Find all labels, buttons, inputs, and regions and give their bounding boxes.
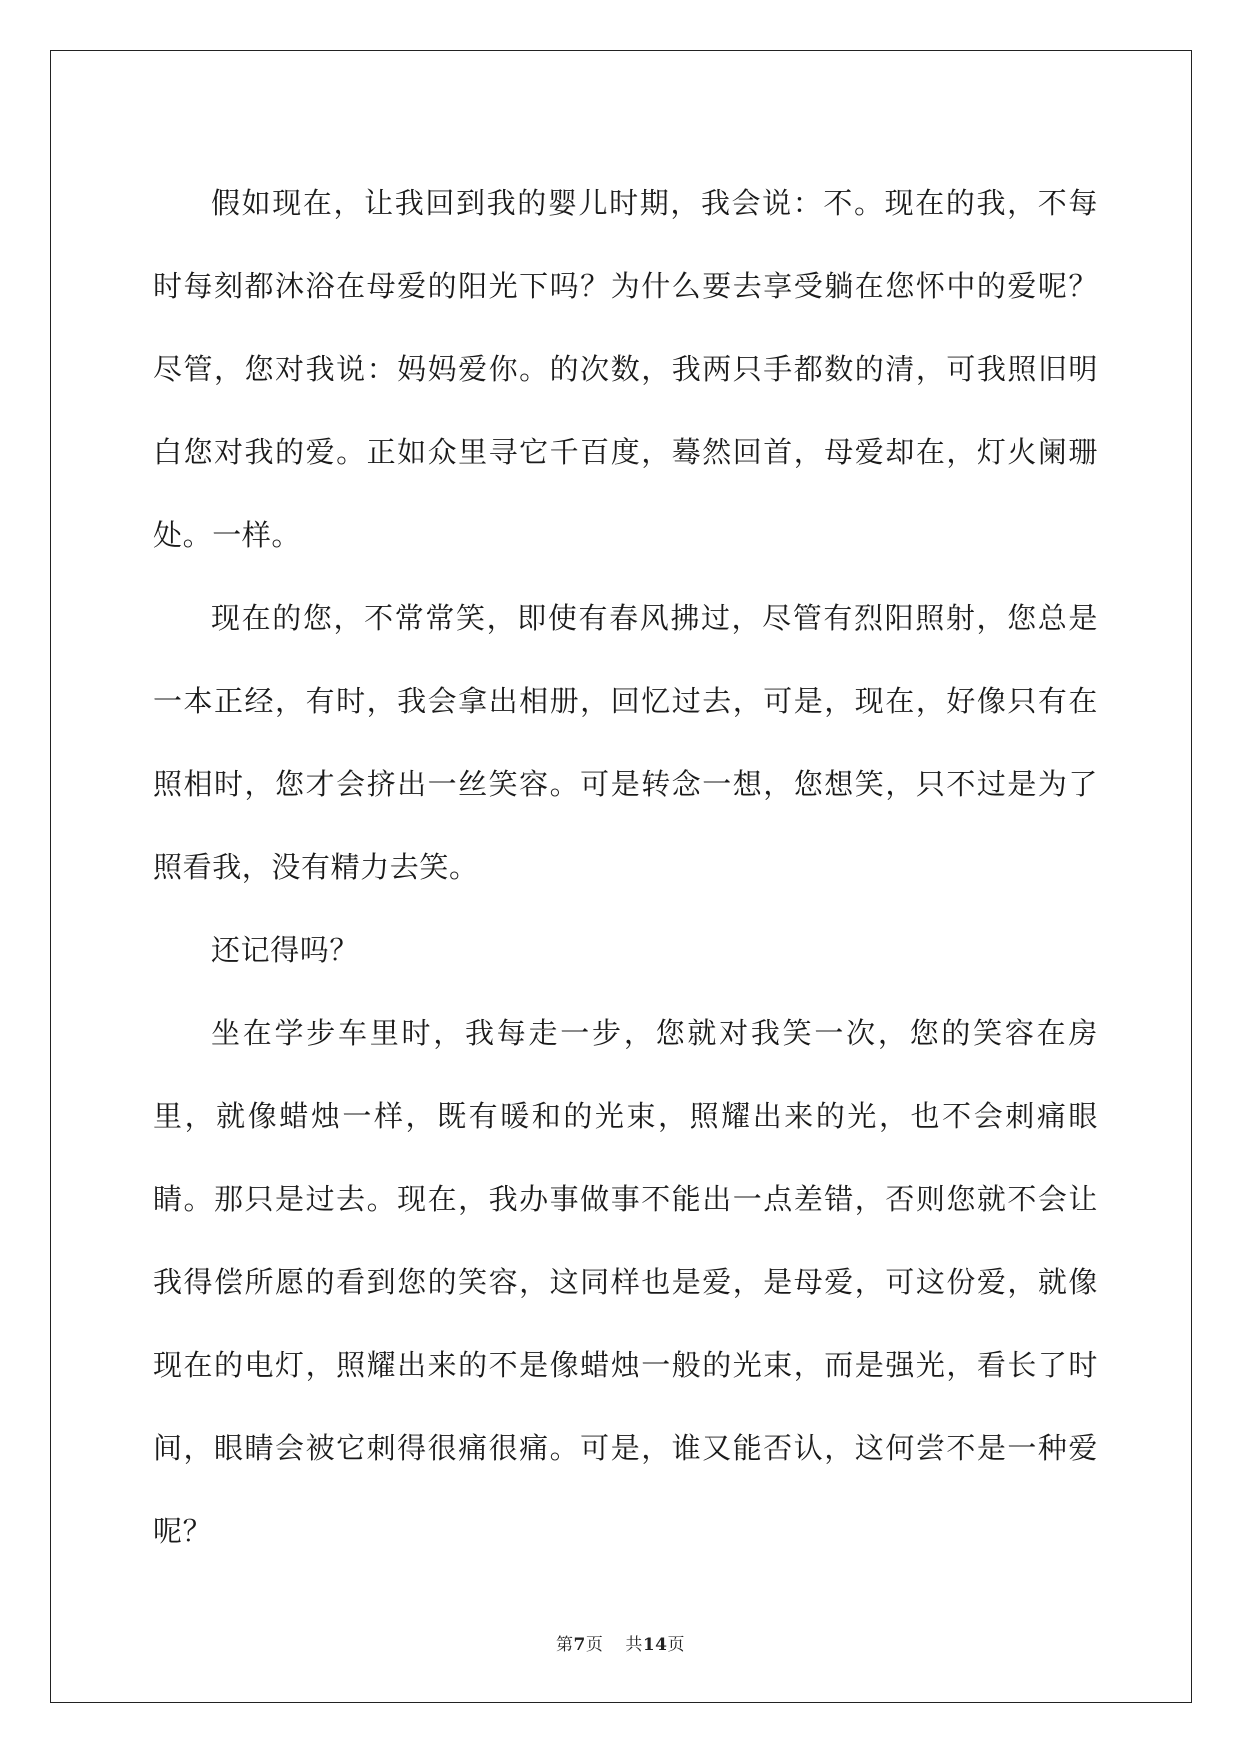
paragraph: 还记得吗？ (211, 933, 360, 967)
page-footer (0, 1630, 1241, 1655)
total-suffix: 页 (667, 1635, 685, 1655)
page-prefix: 第 (555, 1635, 574, 1655)
document-body (153, 162, 1098, 1573)
page-current: 7 (573, 1635, 586, 1655)
page-suffix: 页 (585, 1635, 604, 1655)
paragraph: 坐在学步车里时，我每走一步，您就对我笑一次，您的笑容在房里，就像蜡烛一样，既有暖和的光束，照耀出来的光，也不会刺痛眼睛。那只是过去。现在，我办事做事不能出一点差错，否则您就不会让我得偿所愿的看到您的笑容，这同样也是爱，是母爱，可这份爱，就像现在的电灯，照耀出来的不是像蜡烛一般的光束，而是强光，看长了时间，眼睛会被它刺得很痛很痛。可是，谁又能否认，这何尝不是一种爱呢？ (153, 1016, 1098, 1548)
paragraph: 现在的您，不常常笑，即使有春风拂过，尽管有烈阳照射，您总是一本正经，有时，我会拿出相册，回忆过去，可是，现在，好像只有在照相时，您才会挤出一丝笑容。可是转念一想，您想笑，只不过是为了照看我，没有精力去笑。 (153, 601, 1098, 884)
total-prefix: 共 (625, 1635, 643, 1655)
paragraph: 假如现在，让我回到我的婴儿时期，我会说：不。现在的我，不每时每刻都沐浴在母爱的阳光下吗？为什么要去享受躺在您怀中的爱呢？尽管，您对我说：妈妈爱你。的次数，我两只手都数的清，可我照旧明白您对我的爱。正如众里寻它千百度，蓦然回首，母爱却在，灯火阑珊处。一样。 (153, 186, 1098, 552)
page-total: 14 (642, 1635, 668, 1655)
